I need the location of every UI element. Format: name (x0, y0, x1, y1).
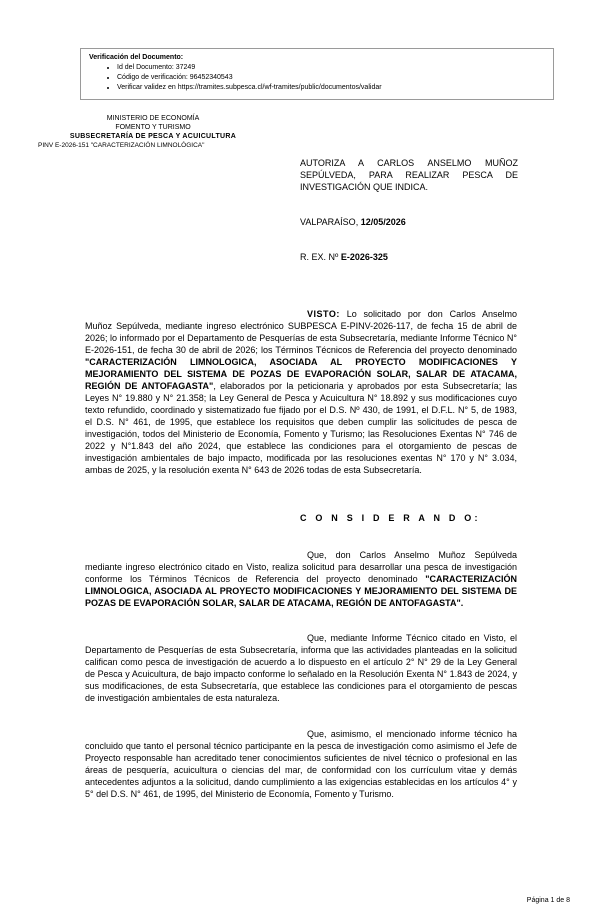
considerando-2-text: Que, mediante Informe Técnico citado en Visto, el Departamento de Pesquerías de esta Subsecretaría, informa que las actividades planteadas en la solicitud califican como pesca de investigación de acuerdo a lo dispuesto en el artículo 2° N° 29 de la Ley General de Pesca y Acuicultura, de bajo impacto conforme lo señalado en la Resolución Exenta N° 1.843 de 2024, y sus modificaciones, de esta Subsecretaría, que establece las condiciones para el otorgamiento de pescas de investigación ambientales de esta naturaleza. (85, 633, 517, 703)
visto-label: VISTO: (307, 309, 340, 319)
considerando-paragraph-2 (85, 632, 517, 704)
considerando-1-project: "CARACTERIZACIÓN LIMNOLOGICA, ASOCIADA AL PROYECTO MODIFICACIONES Y MEJORAMIENTO DEL SISTEMA DE POZAS DE EVAPORACIÓN SOLAR, SALAR DE ATACAMA, REGIÓN DE ANTOFAGASTA". (85, 574, 517, 608)
visto-project-name: "CARACTERIZACIÓN LIMNOLOGICA, ASOCIADA AL PROYECTO MODIFICACIONES Y MEJORAMIENTO DEL SISTEMA DE POZAS DE EVAPORACIÓN SOLAR, SALAR DE ATACAMA, REGIÓN DE ANTOFAGASTA" (85, 357, 517, 391)
date-line (300, 216, 518, 228)
reference-line: PINV E-2026-151 "CARACTERIZACIÓN LIMNOLÓGICA" (38, 142, 205, 149)
visto-text-2: , elaborados por la peticionaria y aprobados por esta Subsecretaría; las Leyes N° 19.880 y N° 21.358; la Ley General de Pesca y Acuicultura N° 18.892 y sus modificaciones cuyo texto refundido, coordinado y sistematizado fue fijado por el D.S. Nº 430, de 1991, el D.F.L. N° 5, de 1983, el D.S. N° 461, de 1995, que establece los requisitos que deben cumplir las solicitudes de pesca de investigación, todos del Ministerio de Economía, Fomento y Turismo; las Resoluciones Exentas N° 746 de 2022 y N°1.843 del año 2024, que establece las condiciones para el otorgamiento de pescas de investigación ambientales de bajo impacto, modificada por las resoluciones exentas N° 170 y N° 3.034, ambas de 2025, y la resolución exenta N° 643 de 2026 todas de esta Subsecretaría. (85, 381, 517, 475)
verification-item-url[interactable]: • Verificar validez en https://tramites.subpesca.cl/wf-tramites/public/documentos/validar (117, 83, 545, 93)
verification-title: Verificación del Documento: (89, 54, 184, 61)
verification-box (80, 48, 554, 100)
ministry-header (38, 114, 268, 150)
verification-item-id: • Id del Documento: 37249 (117, 63, 545, 73)
page-number: Página 1 de 8 (526, 897, 570, 904)
subsecretaria-name: SUBSECRETARÍA DE PESCA Y ACUICULTURA (69, 133, 237, 140)
visto-paragraph (85, 308, 517, 476)
considerando-1-text: Que, don Carlos Anselmo Muñoz Sepúlveda mediante ingreso electrónico citado en Visto, realiza solicitud para desarrollar una pesca de investigación conforme los Términos Técnicos de Referencia del proyecto denominado (85, 550, 517, 584)
considerando-title: C O N S I D E R A N D O: (300, 513, 481, 523)
ministry-line-2: FOMENTO Y TURISMO (115, 124, 191, 131)
date-value: 12/05/2026 (360, 217, 406, 227)
considerando-paragraph-3 (85, 728, 517, 800)
verification-item-code: • Código de verificación: 96452340543 (117, 73, 545, 83)
verification-list (89, 63, 545, 93)
resolution-prefix: R. EX. Nº (300, 252, 339, 262)
considerando-3-text: Que, asimismo, el mencionado informe técnico ha concluido que tanto el personal técnico participante en la pesca de investigación como asimismo el Jefe de Proyecto responsable han acreditado tener conocimientos suficientes de nivel técnico o profesional en las áreas de pesquería, acuicultura o ciencias del mar, de conformidad con los currículum vitae y demás antecedentes adjuntos a la solicitud, dando cumplimiento a las exigencias establecidas en los artículos 4° y 5° del D.S. N° 461, de 1995, del Ministerio de Economía, Fomento y Turismo. (85, 729, 517, 799)
considerando-paragraph-1 (85, 549, 517, 609)
autoriza-heading: AUTORIZA A CARLOS ANSELMO MUÑOZ SEPÚLVEDA, PARA REALIZAR PESCA DE INVESTIGACIÓN QUE INDICA. (300, 158, 518, 192)
ministry-line-1: MINISTERIO DE ECONOMÍA (106, 115, 200, 122)
resolution-number: E-2026-325 (340, 252, 388, 262)
visto-text-1: Lo solicitado por don Carlos Anselmo Muñoz Sepúlveda, mediante ingreso electrónico SUBPESCA E-PINV-2026-117, de fecha 15 de abril de 2026; lo informado por el Departamento de Pesquerías de esta Subsecretaría, mediante Informe Técnico N° E-2026-151, de fecha 30 de abril de 2026; los Términos Técnicos de Referencia del proyecto denominado (85, 309, 517, 355)
resolution-number-line (300, 251, 518, 263)
date-place: VALPARAÍSO, (300, 217, 359, 227)
